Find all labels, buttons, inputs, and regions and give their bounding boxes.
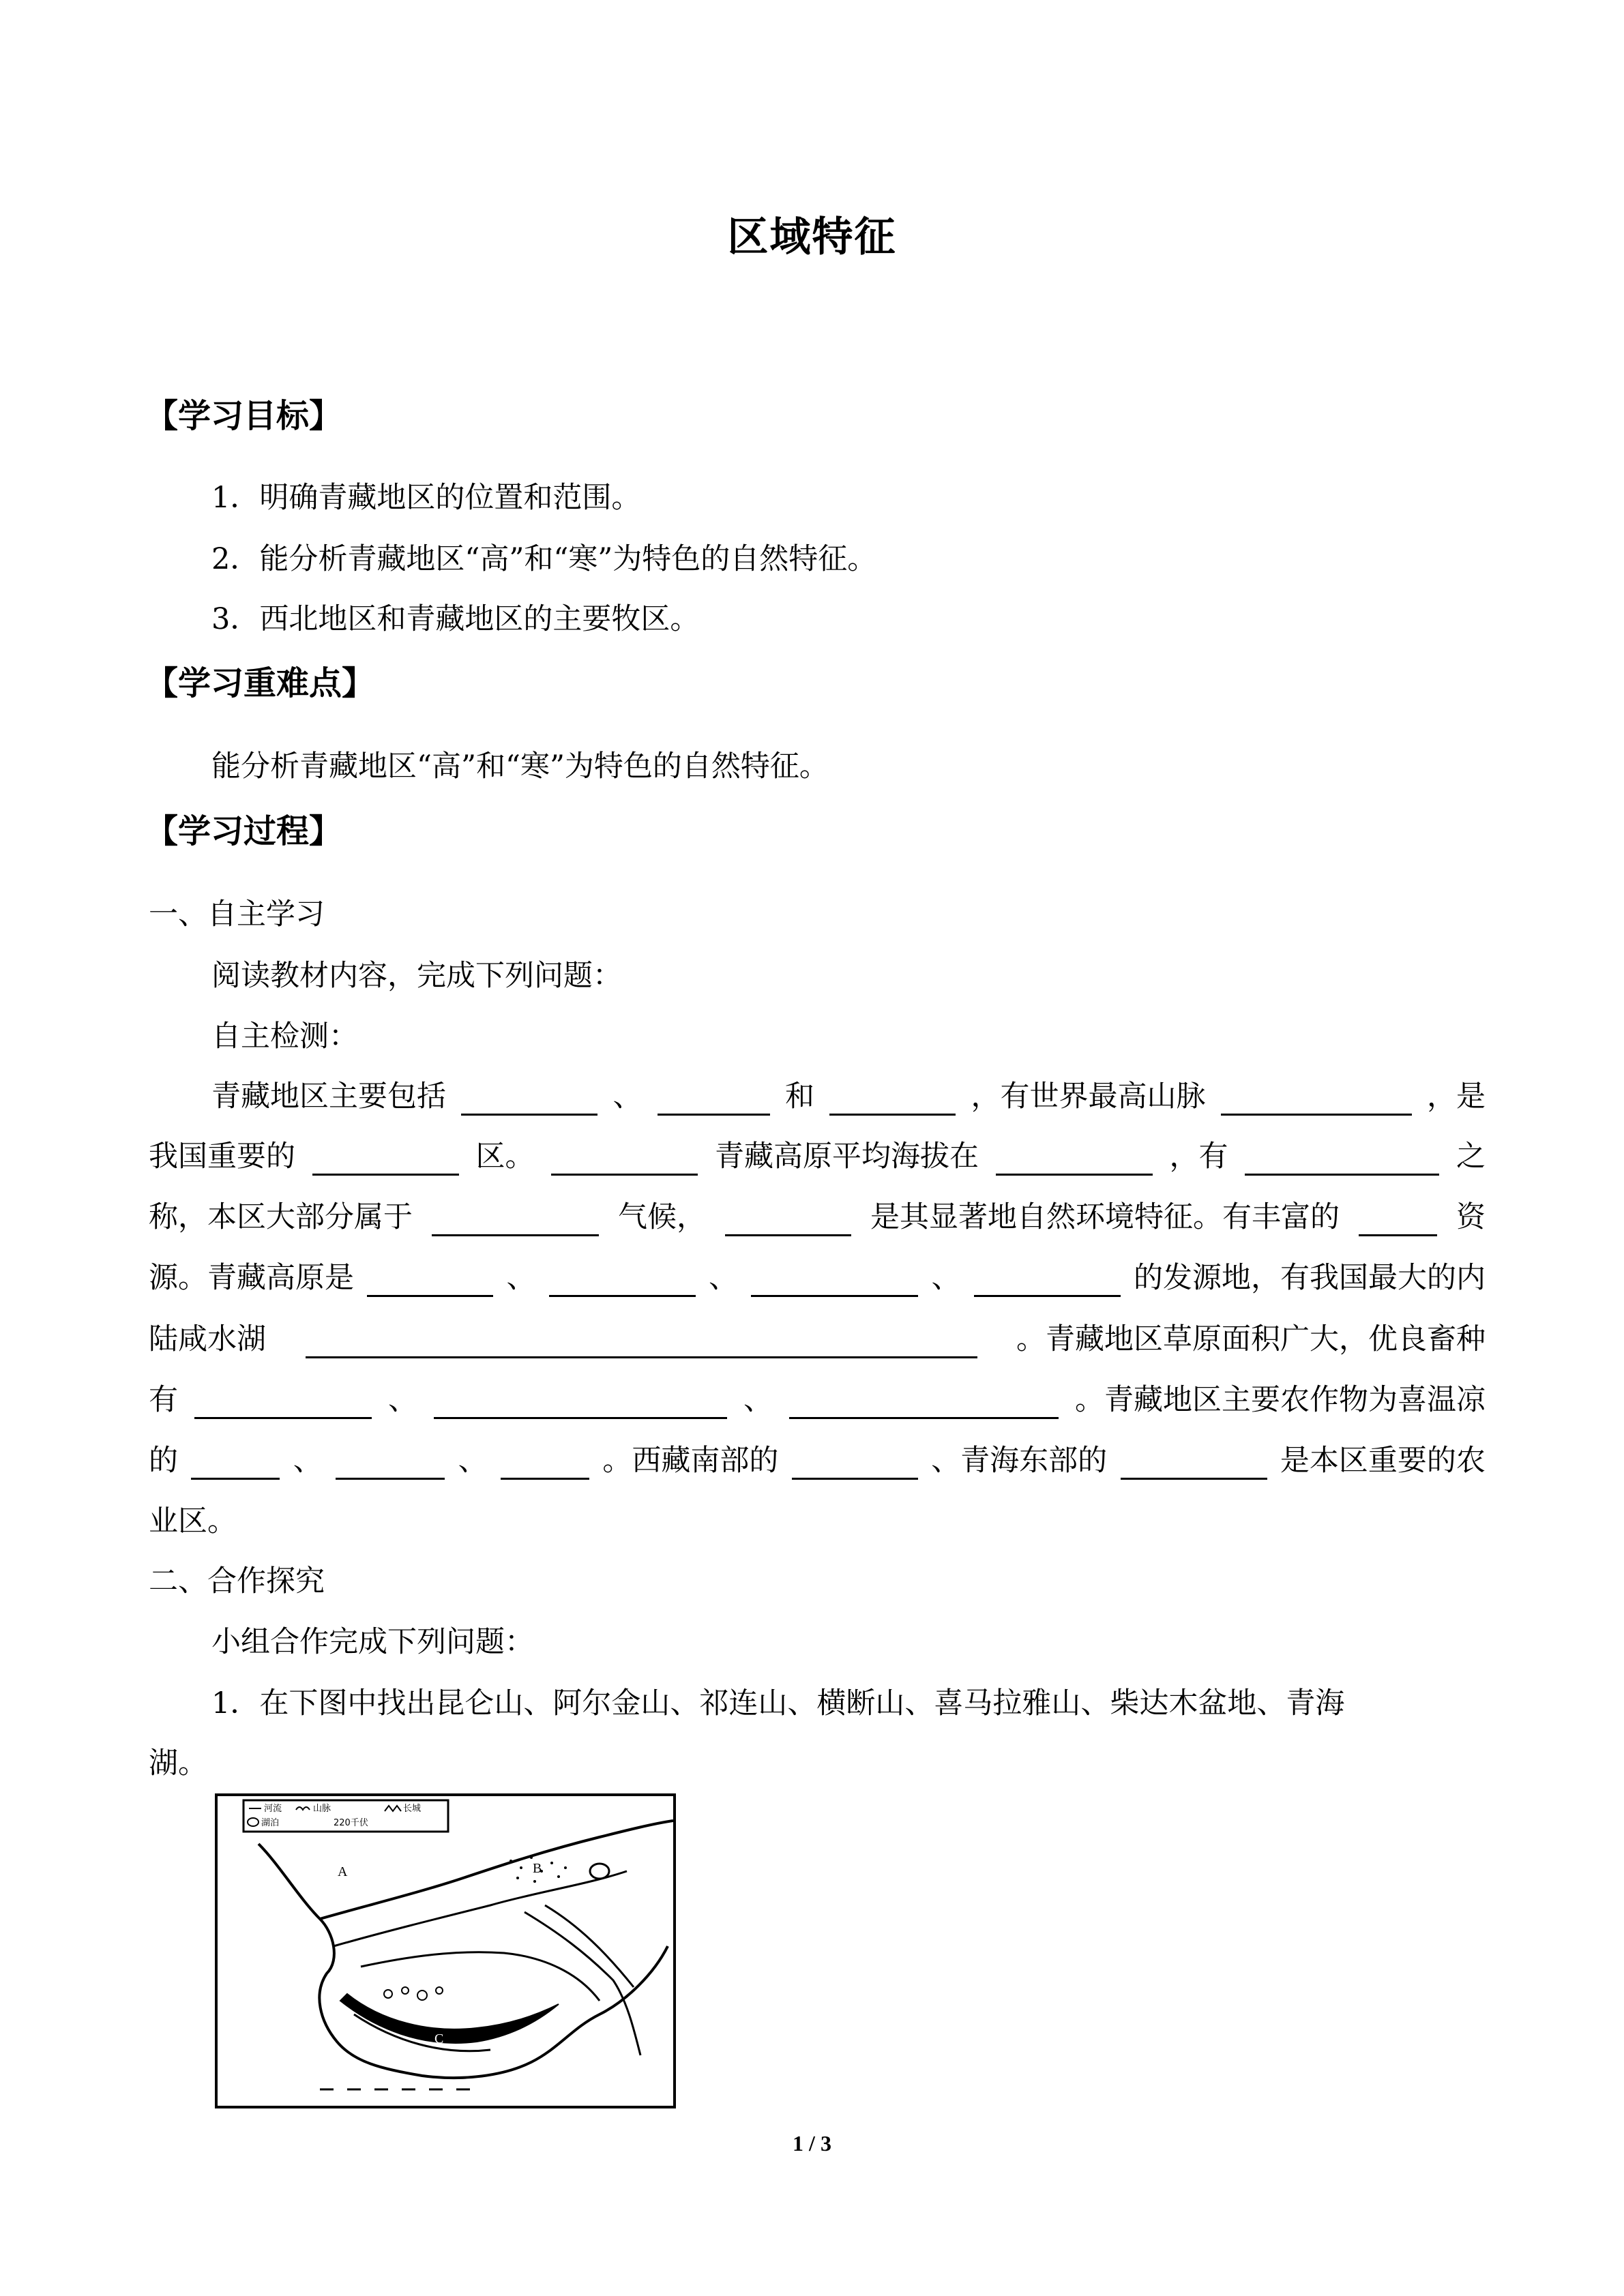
fill-line-4 (149, 1259, 1486, 1297)
qinghai-tibet-map (215, 1793, 676, 2108)
map-drawing (218, 1796, 673, 2106)
answer-blank[interactable] (829, 1085, 956, 1116)
answer-blank[interactable] (191, 1449, 280, 1480)
fill-line-6 (149, 1381, 1486, 1419)
answer-blank[interactable] (549, 1266, 696, 1297)
fill-text: 、 (931, 1261, 961, 1295)
answer-blank[interactable] (789, 1388, 1059, 1419)
answer-blank[interactable] (432, 1206, 599, 1236)
fill-line-1 (211, 1077, 1486, 1116)
fill-text: 是其显著地自然环境特征。有丰富的 (870, 1200, 1340, 1234)
part1-check-label: 自主检测： (211, 1019, 358, 1054)
fill-line-5 (149, 1320, 1486, 1358)
fill-text: 、 (458, 1444, 488, 1478)
task1-line-1 (211, 1684, 1486, 1723)
fill-line-3 (149, 1198, 1486, 1236)
answer-blank[interactable] (974, 1266, 1121, 1297)
fill-text: ，有 (1169, 1139, 1228, 1174)
fill-text: 。青藏地区草原面积广大，优良畜种 (1016, 1322, 1486, 1356)
part2-instruction: 小组合作完成下列问题： (211, 1625, 534, 1659)
legend-power: 220千伏 (334, 1818, 368, 1828)
answer-blank[interactable] (551, 1145, 698, 1176)
map-label-c: C (434, 2031, 444, 2046)
answer-blank[interactable] (501, 1449, 589, 1480)
answer-blank[interactable] (1221, 1085, 1412, 1116)
section-heading-process: 【学习过程】 (145, 812, 342, 850)
fill-text: 、 (293, 1444, 323, 1478)
fill-text: 区。 (475, 1139, 535, 1174)
section-heading-goals: 【学习目标】 (145, 397, 342, 435)
fill-text: 源。青藏高原是 (149, 1261, 354, 1295)
fill-line-8: 业区。 (149, 1504, 237, 1538)
lake-icon (384, 1990, 392, 1998)
key-point-text: 能分析青藏地区“高”和“寒”为特色的自然特征。 (211, 749, 829, 784)
answer-blank[interactable] (312, 1145, 459, 1176)
fill-text: 青藏地区主要包括 (211, 1079, 446, 1114)
answer-blank[interactable] (367, 1266, 493, 1297)
answer-blank[interactable] (725, 1206, 851, 1236)
fill-text: 、 (743, 1383, 773, 1417)
fill-text: 的 (149, 1444, 178, 1478)
lake-icon (436, 1987, 443, 1994)
answer-blank[interactable] (194, 1388, 372, 1419)
fill-text: 、 (506, 1261, 536, 1295)
answer-blank[interactable] (461, 1085, 597, 1116)
page-number: 1 / 3 (793, 2131, 831, 2156)
fill-text: 青藏高原平均海拔在 (715, 1139, 979, 1174)
legend-river: 河流 (264, 1804, 282, 1814)
answer-blank[interactable] (306, 1328, 977, 1358)
fill-line-7 (149, 1442, 1486, 1480)
goal-item-1: 1．明确青藏地区的位置和范围。 (211, 481, 641, 515)
answer-blank[interactable] (658, 1085, 770, 1116)
lake-icon (402, 1987, 409, 1994)
answer-blank[interactable] (434, 1388, 727, 1419)
answer-blank[interactable] (336, 1449, 445, 1480)
task1-text: 1．在下图中找出昆仑山、阿尔金山、祁连山、横断山、喜马拉雅山、柴达木盆地、青海 (211, 1686, 1345, 1720)
fill-text: ，有世界最高山脉 (971, 1079, 1206, 1114)
fill-line-2 (149, 1137, 1486, 1176)
answer-blank[interactable] (1121, 1449, 1267, 1480)
fill-text: 。西藏南部的 (602, 1444, 779, 1478)
fill-text: 陆咸水湖 (149, 1322, 266, 1356)
fill-text: 。青藏地区主要农作物为喜温凉 (1075, 1383, 1486, 1417)
goal-item-3: 3．西北地区和青藏地区的主要牧区。 (211, 602, 700, 636)
fill-text: 、 (709, 1261, 738, 1295)
lake-icon (417, 1991, 427, 2000)
task1-line-2: 湖。 (149, 1746, 207, 1780)
answer-blank[interactable] (1359, 1206, 1437, 1236)
answer-blank[interactable] (751, 1266, 918, 1297)
part1-instruction: 阅读教材内容，完成下列问题： (211, 959, 622, 993)
fill-text: ，是 (1427, 1079, 1486, 1114)
map-label-a: A (338, 1864, 348, 1879)
answer-blank[interactable] (996, 1145, 1153, 1176)
map-label-b: B (533, 1861, 542, 1876)
fill-text: 、 (388, 1383, 417, 1417)
fill-text: 我国重要的 (149, 1139, 295, 1174)
legend-great-wall: 长城 (403, 1804, 422, 1814)
fill-text: 、 (612, 1079, 643, 1114)
fill-text: 资 (1456, 1200, 1486, 1234)
mountain-range-b (334, 1871, 627, 1946)
fill-text: 和 (785, 1079, 814, 1114)
fill-text: 的发源地，有我国最大的内 (1134, 1261, 1486, 1295)
fill-text: 称，本区大部分属于 (149, 1200, 413, 1234)
page-title: 区域特征 (727, 213, 897, 261)
section-heading-key: 【学习重难点】 (145, 664, 375, 702)
fill-text: 是本区重要的农 (1280, 1444, 1486, 1478)
fill-text: 、青海东部的 (931, 1444, 1108, 1478)
lake-qinghai-icon (590, 1864, 609, 1879)
fill-text: 之 (1456, 1139, 1486, 1174)
legend-lake: 湖泊 (261, 1818, 280, 1828)
legend-mountain: 山脉 (313, 1804, 331, 1814)
himalaya-band (340, 1994, 559, 2043)
fill-text: 有 (149, 1383, 178, 1417)
answer-blank[interactable] (792, 1449, 918, 1480)
part1-title: 一、自主学习 (149, 897, 325, 931)
goal-item-2: 2．能分析青藏地区“高”和“寒”为特色的自然特征。 (211, 542, 877, 576)
mountain-range-c (361, 1952, 600, 2001)
part2-title: 二、合作探究 (149, 1564, 325, 1598)
fill-text: 气候， (618, 1200, 706, 1234)
answer-blank[interactable] (1245, 1145, 1439, 1176)
hengduan-lines-2 (545, 1905, 634, 1987)
